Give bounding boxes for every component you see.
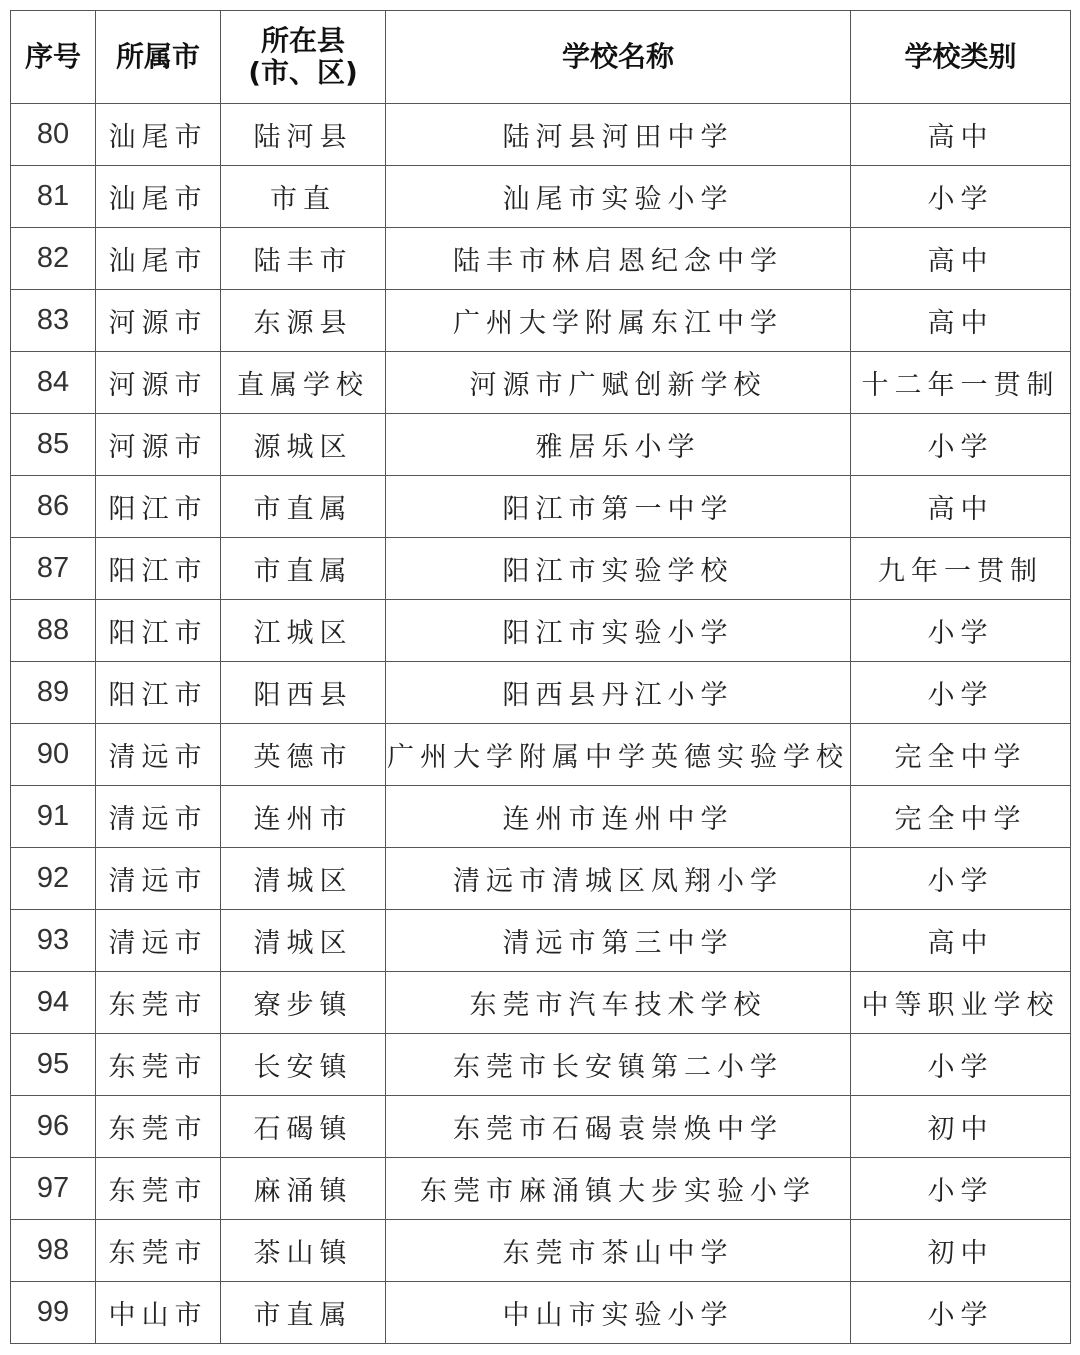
cell-school-type: 小学: [851, 848, 1071, 910]
header-city: 所属市: [96, 11, 221, 104]
table-row: [11, 414, 1071, 476]
cell-county: 长安镇: [221, 1034, 386, 1096]
table-row: [11, 600, 1071, 662]
cell-school-type: 初中: [851, 1096, 1071, 1158]
cell-school-type: 高中: [851, 910, 1071, 972]
cell-city: 阳江市: [96, 476, 221, 538]
table-row: [11, 290, 1071, 352]
cell-county: 寮步镇: [221, 972, 386, 1034]
cell-index: 90: [11, 724, 96, 786]
cell-index: 93: [11, 910, 96, 972]
cell-school-type: 九年一贯制: [851, 538, 1071, 600]
cell-city: 河源市: [96, 290, 221, 352]
cell-school-name: 东莞市石碣袁崇焕中学: [386, 1096, 851, 1158]
cell-index: 88: [11, 600, 96, 662]
table-row: [11, 352, 1071, 414]
cell-county: 市直属: [221, 476, 386, 538]
cell-index: 99: [11, 1282, 96, 1344]
table-row: [11, 1096, 1071, 1158]
school-list-table: [10, 10, 1071, 1344]
table-row: [11, 104, 1071, 166]
cell-index: 98: [11, 1220, 96, 1282]
cell-school-name: 汕尾市实验小学: [386, 166, 851, 228]
cell-index: 82: [11, 228, 96, 290]
cell-city: 清远市: [96, 724, 221, 786]
header-county-line2: (市、区): [248, 56, 358, 89]
cell-school-name: 河源市广赋创新学校: [386, 352, 851, 414]
cell-school-type: 初中: [851, 1220, 1071, 1282]
cell-county: 江城区: [221, 600, 386, 662]
cell-school-type: 高中: [851, 290, 1071, 352]
cell-school-name: 阳西县丹江小学: [386, 662, 851, 724]
table-row: [11, 1220, 1071, 1282]
cell-school-name: 中山市实验小学: [386, 1282, 851, 1344]
cell-index: 94: [11, 972, 96, 1034]
cell-index: 81: [11, 166, 96, 228]
header-school-type: 学校类别: [851, 11, 1071, 104]
cell-school-name: 东莞市长安镇第二小学: [386, 1034, 851, 1096]
cell-school-type: 完全中学: [851, 724, 1071, 786]
cell-county: 阳西县: [221, 662, 386, 724]
cell-school-type: 小学: [851, 662, 1071, 724]
cell-index: 95: [11, 1034, 96, 1096]
cell-county: 连州市: [221, 786, 386, 848]
header-row: [11, 11, 1071, 104]
cell-county: 东源县: [221, 290, 386, 352]
table-row: [11, 662, 1071, 724]
cell-school-name: 阳江市第一中学: [386, 476, 851, 538]
cell-city: 汕尾市: [96, 104, 221, 166]
cell-school-type: 小学: [851, 1282, 1071, 1344]
cell-county: 英德市: [221, 724, 386, 786]
table-row: [11, 848, 1071, 910]
cell-county: 市直属: [221, 538, 386, 600]
cell-school-type: 高中: [851, 104, 1071, 166]
cell-city: 阳江市: [96, 662, 221, 724]
cell-index: 89: [11, 662, 96, 724]
cell-city: 汕尾市: [96, 166, 221, 228]
table-row: [11, 1282, 1071, 1344]
cell-school-type: 小学: [851, 600, 1071, 662]
cell-school-name: 雅居乐小学: [386, 414, 851, 476]
cell-school-name: 广州大学附属中学英德实验学校: [386, 724, 851, 786]
cell-school-name: 阳江市实验小学: [386, 600, 851, 662]
header-county-line1: 所在县: [260, 24, 345, 57]
cell-city: 清远市: [96, 910, 221, 972]
cell-county: 源城区: [221, 414, 386, 476]
cell-index: 97: [11, 1158, 96, 1220]
cell-county: 麻涌镇: [221, 1158, 386, 1220]
cell-county: 陆丰市: [221, 228, 386, 290]
cell-city: 东莞市: [96, 1158, 221, 1220]
cell-index: 80: [11, 104, 96, 166]
cell-index: 85: [11, 414, 96, 476]
table-row: [11, 786, 1071, 848]
cell-school-type: 小学: [851, 414, 1071, 476]
cell-school-type: 小学: [851, 166, 1071, 228]
cell-county: 陆河县: [221, 104, 386, 166]
cell-city: 汕尾市: [96, 228, 221, 290]
cell-city: 清远市: [96, 786, 221, 848]
table-row: [11, 1034, 1071, 1096]
cell-county: 石碣镇: [221, 1096, 386, 1158]
cell-school-name: 清远市清城区凤翔小学: [386, 848, 851, 910]
cell-school-type: 高中: [851, 476, 1071, 538]
cell-school-type: 中等职业学校: [851, 972, 1071, 1034]
cell-school-name: 陆河县河田中学: [386, 104, 851, 166]
cell-index: 84: [11, 352, 96, 414]
cell-index: 91: [11, 786, 96, 848]
cell-county: 茶山镇: [221, 1220, 386, 1282]
table-row: [11, 972, 1071, 1034]
cell-city: 清远市: [96, 848, 221, 910]
cell-index: 86: [11, 476, 96, 538]
cell-school-name: 陆丰市林启恩纪念中学: [386, 228, 851, 290]
cell-index: 83: [11, 290, 96, 352]
table-body: [11, 104, 1071, 1344]
cell-school-name: 东莞市麻涌镇大步实验小学: [386, 1158, 851, 1220]
table-row: [11, 538, 1071, 600]
cell-school-name: 清远市第三中学: [386, 910, 851, 972]
cell-city: 阳江市: [96, 538, 221, 600]
cell-county: 直属学校: [221, 352, 386, 414]
cell-index: 92: [11, 848, 96, 910]
cell-city: 东莞市: [96, 972, 221, 1034]
cell-school-name: 东莞市茶山中学: [386, 1220, 851, 1282]
cell-city: 东莞市: [96, 1096, 221, 1158]
table-row: [11, 724, 1071, 786]
cell-county: 市直: [221, 166, 386, 228]
cell-city: 阳江市: [96, 600, 221, 662]
cell-index: 96: [11, 1096, 96, 1158]
cell-school-type: 完全中学: [851, 786, 1071, 848]
cell-city: 东莞市: [96, 1034, 221, 1096]
table-row: [11, 228, 1071, 290]
cell-school-name: 连州市连州中学: [386, 786, 851, 848]
table-row: [11, 166, 1071, 228]
cell-school-name: 广州大学附属东江中学: [386, 290, 851, 352]
cell-county: 清城区: [221, 848, 386, 910]
table-row: [11, 1158, 1071, 1220]
header-county: [221, 11, 386, 104]
cell-school-type: 小学: [851, 1034, 1071, 1096]
cell-school-name: 阳江市实验学校: [386, 538, 851, 600]
cell-school-type: 小学: [851, 1158, 1071, 1220]
cell-city: 东莞市: [96, 1220, 221, 1282]
cell-county: 市直属: [221, 1282, 386, 1344]
cell-school-type: 十二年一贯制: [851, 352, 1071, 414]
header-index: 序号: [11, 11, 96, 104]
cell-school-type: 高中: [851, 228, 1071, 290]
cell-index: 87: [11, 538, 96, 600]
table-row: [11, 476, 1071, 538]
cell-county: 清城区: [221, 910, 386, 972]
cell-city: 河源市: [96, 352, 221, 414]
cell-school-name: 东莞市汽车技术学校: [386, 972, 851, 1034]
cell-city: 河源市: [96, 414, 221, 476]
header-school-name: 学校名称: [386, 11, 851, 104]
cell-city: 中山市: [96, 1282, 221, 1344]
table-row: [11, 910, 1071, 972]
